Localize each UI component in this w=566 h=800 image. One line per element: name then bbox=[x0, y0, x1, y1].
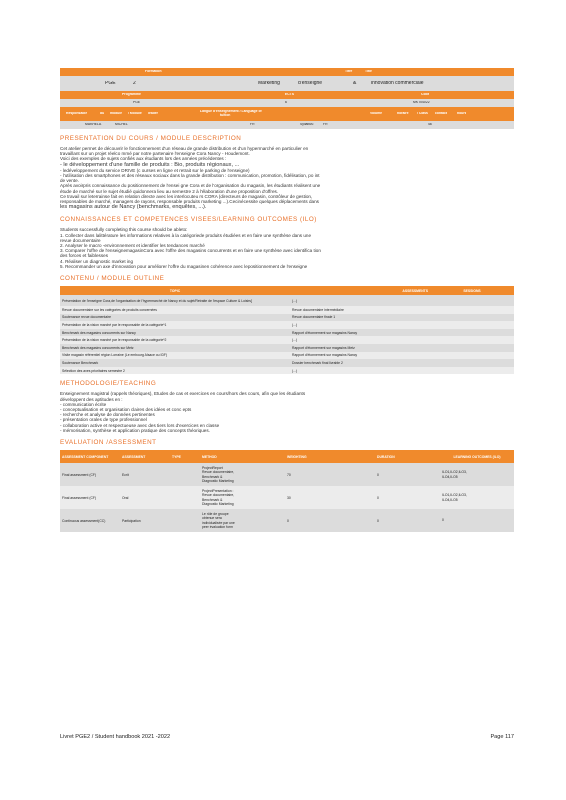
assessment-outcomes-line: ILO4,ILO5 bbox=[442, 497, 458, 502]
outline-cell-topic: Benchmark des magasins concurrents sur Nancy bbox=[62, 330, 136, 335]
outline-cell-topic: Benchmark des magasins concurrents sur Metz bbox=[62, 345, 134, 350]
outline-cell-topic: Revue documentaire sur les catégories de produits concernées bbox=[62, 307, 157, 312]
module-leader-label-3: module bbox=[110, 112, 123, 116]
presentation-line: Cet atelier permet de découvrir le fonctionnement d'un réseau de grande distribution et d'un hypermarché en particulier en bbox=[60, 146, 309, 151]
assessment-cell-weighting: 0 bbox=[287, 518, 289, 523]
presentation-line: - l'utilisation des smartphones et des réseaux sociaux dans la grande distribution : communication, promotion, fidélisation, po int bbox=[60, 173, 320, 179]
module-leader-label-5: leader bbox=[148, 112, 158, 116]
assessment-header-component: ASSESSMENT COMPONENT bbox=[62, 454, 109, 459]
method-line: - mémorisation, synthèse et application pratique des concepts théoriques. bbox=[60, 427, 210, 433]
assessment-method-line: Diagnostic Marketing bbox=[202, 478, 234, 483]
presentation-line: Après avoirpris connaissance du positionnement de l'ensei gne Cora et de l'organisation du magasin, les étudiants réalisent une bbox=[60, 183, 321, 189]
assessment-cell-weighting: 30 bbox=[287, 495, 291, 500]
outline-row bbox=[60, 336, 514, 344]
method-line: - conceptualisation et organisation claires des idées et conc epts bbox=[60, 407, 192, 413]
outline-row bbox=[60, 321, 514, 329]
outline-header-topic: TOPIC bbox=[169, 288, 181, 293]
outline-cell-sessions bbox=[430, 352, 514, 360]
ects-label: ECTS bbox=[285, 93, 295, 97]
assessment-cell-outcomes bbox=[440, 463, 514, 486]
assessment-method-line: obtenue sera bbox=[202, 516, 222, 521]
ects-value: 6 bbox=[285, 101, 287, 105]
outline-row bbox=[60, 352, 514, 360]
outline-cell-sessions bbox=[430, 344, 514, 352]
assessment-method-line: peer évaluation form bbox=[202, 524, 233, 529]
leader-name-2: MICHEL bbox=[115, 123, 128, 127]
outline-cell-sessions bbox=[430, 329, 514, 337]
assessment-cell-component: Continuous assessment(CC) bbox=[62, 518, 106, 523]
assessment-cell-outcomes bbox=[440, 509, 514, 532]
hours-value: 46 bbox=[428, 123, 432, 127]
assessment-cell-component: Final assessment (CF) bbox=[62, 495, 97, 500]
presentation-line: étude de marché sur le sujet étudié quidonnera lieu au semestre 2 à l'élaboration d'une proposition d'offres. bbox=[60, 188, 279, 194]
code-value: MKT04022 bbox=[413, 101, 430, 105]
method-line: - collaboration active et respectueuse avec des tiers lors d'exercices en classe bbox=[60, 422, 220, 428]
outline-row bbox=[60, 344, 514, 352]
outcome-line: revue documentaire bbox=[60, 237, 101, 243]
language-label-2: tuition bbox=[220, 113, 231, 117]
outline-row bbox=[60, 306, 514, 314]
assessment-method-line: Diagnostic Marketing bbox=[202, 501, 234, 506]
section-title-learning-outcomes: CONNAISSANCES ET COMPETENCES VISEES/LEARNING OUTCOMES (ILO) bbox=[60, 216, 317, 224]
assessment-method-line: Benchmark & bbox=[202, 474, 223, 479]
formation-label: Formation bbox=[145, 70, 162, 74]
program-year: 2 bbox=[133, 80, 136, 86]
assessment-cell-outcomes bbox=[440, 486, 514, 509]
assessment-method-line: Le rôle de groupe bbox=[202, 511, 229, 516]
footer-handbook: Livret PGE2 / Student handbook 2021 -2022 bbox=[60, 734, 171, 740]
header-row-3 bbox=[60, 91, 514, 99]
presentation-line: de vente. bbox=[60, 178, 79, 184]
assessment-row bbox=[60, 486, 514, 509]
assessment-method-line: individualisée par une bbox=[202, 520, 235, 525]
syllabus-value: FR bbox=[323, 123, 328, 127]
outline-cell-sessions bbox=[430, 321, 514, 329]
outline-header-row bbox=[60, 286, 514, 295]
learning-outcomes-text bbox=[60, 227, 514, 269]
program-name: PGE bbox=[105, 80, 116, 86]
assessment-method-line: ProjectReport bbox=[202, 465, 223, 470]
assessment-cell-assessment: Participation bbox=[122, 518, 141, 523]
assessment-outcomes-line: ILO1,ILO2,ILO3, bbox=[442, 493, 467, 498]
assessment-cell-method bbox=[200, 463, 285, 486]
assessment-cell-duration: 0 bbox=[377, 495, 379, 500]
presentation-line: - le développement d'une famille de produits : Bio, produits régionaux, ... bbox=[60, 161, 240, 168]
assessment-table bbox=[60, 450, 514, 532]
assessment-cell-assessment: Ecrit bbox=[122, 472, 129, 477]
section-title-evaluation: EVALUATION /ASSESSMENT bbox=[60, 439, 157, 447]
outline-cell-assessment: (...) bbox=[292, 323, 298, 328]
method-line: - recherche et analyse de données pertinentes bbox=[60, 412, 155, 418]
method-line: - communication écrite bbox=[60, 401, 107, 407]
assessment-outcomes-line: 0 bbox=[442, 518, 444, 523]
outline-table bbox=[60, 286, 514, 374]
section-title-method: METHODOLOGIE/TEACHING bbox=[60, 380, 157, 388]
outline-cell-topic: Visite magasin référentiel région Lorraine (Le embourg Alsace ou IDF) bbox=[62, 353, 168, 358]
header-row-6 bbox=[60, 121, 514, 129]
assessment-method-line: Revue documentaire, bbox=[202, 493, 235, 498]
assessment-cell-_type bbox=[170, 463, 200, 486]
assessment-cell-component: Final assessment (CF) bbox=[62, 472, 97, 477]
title-label-en: Title bbox=[365, 70, 372, 74]
method-line: développent des aptitudes en : bbox=[60, 396, 123, 402]
language-label-1: Langue d'enseignement / Language of bbox=[200, 110, 262, 114]
assessment-cell-duration: 0 bbox=[377, 518, 379, 523]
outline-cell-topic: Sélection des axes prioritaires semestre 2 bbox=[62, 368, 125, 373]
syllabus-page bbox=[60, 68, 514, 532]
assessment-cell-_type bbox=[170, 486, 200, 509]
assessment-method-line: ProjectPresentation : bbox=[202, 488, 234, 493]
outline-cell-assessment: Dossier benchmark final livrable 2 bbox=[292, 361, 343, 366]
outcome-line: 1. Collecter dans lalittérature les informations relatives à la catégoriede produits étudiées et en faire une synthèse dans une bbox=[60, 232, 312, 238]
outline-cell-sessions bbox=[430, 295, 514, 306]
leader-name-1: MAKHELA bbox=[85, 123, 102, 127]
method-line: Enseignement magistral (rappels théoriques), Etudes de cas et exercices en cours/hors des cours, afin que les étudiants bbox=[60, 391, 306, 397]
presentation-line: - ledéveloppement du service DRIVE (c ourses en ligne et retrait sur le parking de l'enseigne) bbox=[60, 167, 250, 173]
header-row-4 bbox=[60, 99, 514, 107]
section-title-presentation: PRESENTATION DU COURS / MODULE DESCRIPTION bbox=[60, 135, 242, 142]
assessment-header-method: METHOD bbox=[202, 454, 217, 459]
assessment-header-type: TYPE bbox=[172, 454, 181, 459]
outcome-line: Students successfully completing this course should be ableto: bbox=[60, 227, 188, 233]
header-block bbox=[60, 68, 514, 129]
outline-cell-assessment: Revue documentaire finale 1 bbox=[292, 315, 336, 320]
outline-header-assessment: ASSESSMENTS bbox=[402, 288, 428, 293]
outline-cell-topic: Présentation de la vision marché par le responsable de la catégorie*1 bbox=[62, 323, 167, 328]
outline-cell-topic: Présentation de l'enseigne Cora,de l'organisation de l'hypermarché de Nancy et du sujet/Retraite de l'espace Culture & Loisirs] bbox=[62, 298, 252, 303]
language-label bbox=[200, 110, 370, 117]
assessment-method-line: Revue documentaire, bbox=[202, 470, 235, 475]
outline-row bbox=[60, 314, 514, 322]
code-label: Code bbox=[421, 93, 430, 97]
assessment-row bbox=[60, 509, 514, 532]
presentation-line: Voici des exemples de sujets confiés aux étudiants lors des années précédentes : bbox=[60, 156, 227, 162]
outline-header-sessions: SESSIONS bbox=[463, 288, 481, 293]
outline-row bbox=[60, 329, 514, 337]
hours-label-1: Volume bbox=[370, 112, 382, 116]
outline-cell-topic: Présentation de la vision marché par le responsable de la catégorie*2 bbox=[62, 338, 167, 343]
method-line: - présentation orales de type professionnel bbox=[60, 417, 147, 423]
outcome-line: 4. Réaliser un diagnostic market ing bbox=[60, 258, 134, 264]
hours-label-4: contact bbox=[435, 112, 448, 116]
hours-label-2: horaire bbox=[397, 112, 409, 116]
module-leader-label-2: du bbox=[100, 112, 105, 116]
assessment-header-row bbox=[60, 450, 514, 463]
module-leader-label-4: / Module bbox=[128, 112, 142, 116]
outcome-line: 2. Analyser le macro -environnement et identifier les tendances marché bbox=[60, 243, 205, 249]
method-text bbox=[60, 391, 514, 433]
course-title-2: d'enseigne bbox=[298, 80, 323, 86]
assessment-header-duration: DURATION bbox=[377, 454, 395, 459]
language-value: FR bbox=[250, 123, 255, 127]
outline-cell-sessions bbox=[430, 336, 514, 344]
assessment-outcomes-line: ILO4,ILO5 bbox=[442, 474, 458, 479]
header-row-2 bbox=[60, 76, 514, 91]
assessment-cell-assessment: Oral bbox=[122, 495, 129, 500]
course-title-3: & bbox=[353, 80, 357, 86]
header-row-1 bbox=[60, 68, 514, 76]
outline-cell-topic: Soutenance Benchmark bbox=[62, 361, 99, 366]
presentation-text bbox=[60, 146, 514, 210]
outcome-line: des forces et faiblesses bbox=[60, 253, 109, 259]
presentation-line: responsables de marché, managers de rayons, responsable produits marketing ...).Cecinécessite quelques déplacements dans bbox=[60, 199, 319, 205]
syllabus-label: Syllabus: bbox=[300, 123, 314, 127]
module-leader-label: Responsable bbox=[66, 112, 88, 116]
assessment-method-line: Benchmark & bbox=[202, 497, 223, 502]
presentation-line: les magasins autour de Nancy (benchmarks, enquêtes, ...). bbox=[60, 204, 207, 211]
outline-cell-assessment: (...) bbox=[292, 298, 298, 303]
outline-cell-assessment: Rapport d'étonnement sur magasins Metz bbox=[292, 345, 355, 350]
presentation-line: Ce travail sur leterrainse fait en relation directe avec les interlocuteu rs CORA (directeurs de magasin, contrôleur de gestion, bbox=[60, 193, 313, 199]
outline-cell-assessment: (...) bbox=[292, 338, 298, 343]
assessment-outcomes-line: ILO1,ILO2,ILO3, bbox=[442, 470, 467, 475]
assessment-cell-weighting: 70 bbox=[287, 472, 291, 477]
outline-cell-sessions bbox=[430, 314, 514, 322]
outline-row bbox=[60, 295, 514, 306]
outline-cell-sessions bbox=[430, 367, 514, 375]
outline-cell-assessment: Rapport d'étonnement sur magasins Nancy bbox=[292, 330, 358, 335]
outline-cell-assessment: Rapport d'étonnement sur magasins Nancy bbox=[292, 353, 358, 358]
assessment-cell-duration: 0 bbox=[377, 472, 379, 477]
outcome-line: 3. Comparer l'offre de l'enseignemagasinCora avec l'offre des magasins concurrents et en faire une synthèse avec identifica tion bbox=[60, 248, 321, 254]
footer-page-number: Page 117 bbox=[490, 734, 514, 740]
assessment-cell-_type bbox=[170, 509, 200, 532]
outline-cell-topic: Soutenance revue documentaire bbox=[62, 315, 112, 320]
hours-label-5: hours bbox=[457, 112, 467, 116]
course-title-4: innovation commerciale bbox=[371, 80, 424, 86]
assessment-cell-method bbox=[200, 509, 285, 532]
presentation-line: travaillant sur un projet réelco mmé par notre partenaire l'enseigne Cora Nancy - Houdemont. bbox=[60, 151, 250, 157]
outline-cell-assessment: Revue documentaire intermédiaire bbox=[292, 307, 344, 312]
assessment-cell-method bbox=[200, 486, 285, 509]
title-label: Titre bbox=[345, 70, 353, 74]
course-title-1: Marketing bbox=[258, 80, 280, 86]
outline-cell-sessions bbox=[430, 306, 514, 314]
programme-value: PGE bbox=[133, 101, 141, 105]
hours-label-3: / Class bbox=[417, 112, 428, 116]
page-footer bbox=[60, 734, 514, 740]
assessment-header-outcomes: LEARNING OUTCOMES (ILO) bbox=[453, 454, 501, 459]
header-row-5 bbox=[60, 107, 514, 121]
assessment-row bbox=[60, 463, 514, 486]
outcome-line: 5. Recommander un axe d'innovation pour améliorer l'offre du magasinen cohérence avec lepositionnement de l'enseigne bbox=[60, 263, 308, 269]
outline-cell-assessment: (...) bbox=[292, 368, 298, 373]
section-title-outline: CONTENU / MODULE OUTLINE bbox=[60, 275, 165, 283]
assessment-header-assessment: ASSESSMENT bbox=[122, 454, 146, 459]
assessment-header-weighting: WEIGHTING bbox=[287, 454, 307, 459]
outline-row bbox=[60, 359, 514, 367]
outline-cell-sessions bbox=[430, 359, 514, 367]
programme-label: Programme bbox=[122, 93, 141, 97]
outline-row bbox=[60, 367, 514, 375]
